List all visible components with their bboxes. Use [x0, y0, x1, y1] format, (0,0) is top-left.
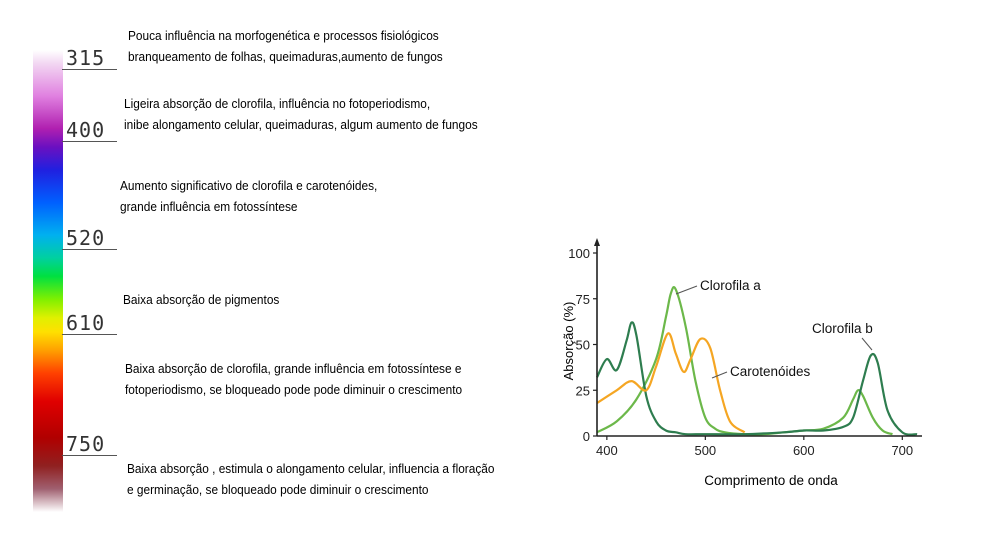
x-axis-title: Comprimento de onda — [704, 473, 838, 488]
y-axis-arrow-icon — [594, 238, 600, 246]
tick-label-520: 520 — [66, 226, 106, 250]
tick-label-610: 610 — [66, 311, 106, 335]
y-tick-label: 50 — [575, 337, 590, 353]
description-line: fotoperiodismo, se bloqueado pode pode diminuir o crescimento — [125, 382, 463, 397]
x-tick-label: 500 — [694, 443, 717, 458]
series-label-leader — [862, 338, 872, 350]
description-line: inibe alongamento celular, queimaduras, algum aumento de fungos — [124, 117, 478, 132]
description-line: Baixa absorção de clorofila, grande influência em fotossíntese e — [125, 361, 462, 376]
series-label-leader — [712, 372, 727, 378]
series-label-0: Clorofila a — [700, 278, 761, 293]
series-label-1: Clorofila b — [812, 321, 873, 336]
y-tick-label: 25 — [575, 383, 590, 399]
description-line: Baixa absorção , estimula o alongamento celular, influencia a floração — [127, 461, 495, 476]
x-tick-label: 600 — [792, 443, 815, 458]
y-axis-title: Absorção (%) — [561, 301, 576, 381]
tick-label-400: 400 — [66, 118, 106, 142]
y-tick-label: 75 — [575, 291, 590, 307]
y-tick-label: 100 — [568, 246, 590, 261]
series-label-2: Carotenóides — [730, 364, 811, 379]
description-line: e germinação, se bloqueado pode diminuir o crescimento — [127, 482, 429, 497]
description-line: Baixa absorção de pigmentos — [123, 292, 280, 307]
description-line: grande influência em fotossíntese — [120, 199, 298, 214]
description-line: branqueamento de folhas, queimaduras,aumento de fungos — [128, 49, 443, 64]
description-line: Aumento significativo de clorofila e carotenóides, — [120, 178, 378, 193]
tick-label-750: 750 — [66, 432, 106, 456]
description-line: Pouca influência na morfogenética e processos fisiológicos — [128, 28, 439, 43]
y-tick-label: 0 — [582, 429, 590, 444]
x-tick-label: 400 — [595, 443, 618, 458]
series-label-leader — [676, 286, 697, 294]
x-tick-label: 700 — [891, 443, 914, 458]
series-line-2 — [597, 333, 745, 432]
description-line: Ligeira absorção de clorofila, influência no fotoperiodismo, — [124, 96, 431, 111]
tick-label-315: 315 — [66, 46, 106, 70]
